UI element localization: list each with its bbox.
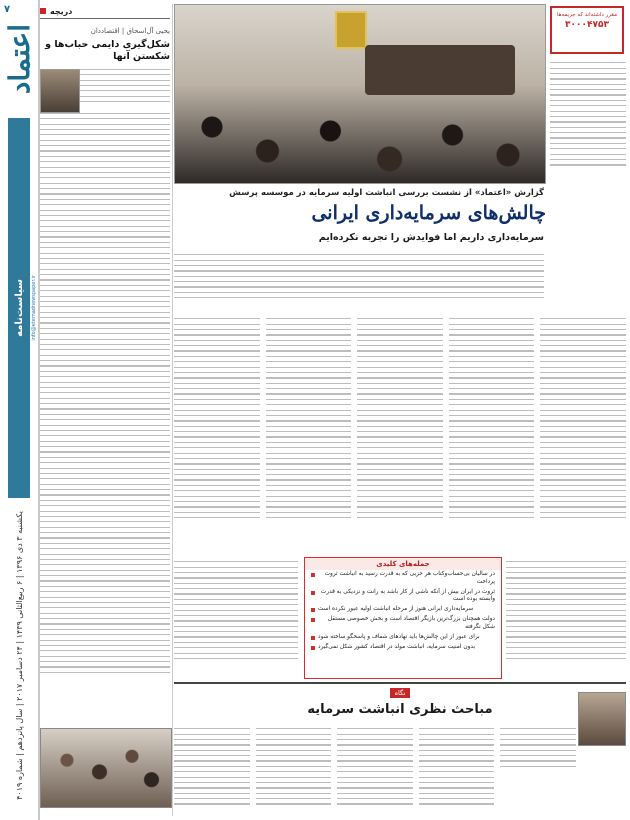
audience-photo [40, 728, 172, 808]
bottom-article-body [174, 724, 626, 818]
left-article-title: شکل‌گیری دایمی حباب‌ها و شکستن آنها [45, 39, 170, 62]
left-column [40, 4, 170, 816]
article-body [174, 314, 626, 554]
key-point: برای عبور از این چالش‌ها باید نهادهای شفاف و پاسخگو ساخته شود [305, 633, 501, 643]
institute-logo-icon [335, 11, 367, 49]
body-column [449, 314, 535, 554]
body-column [266, 314, 352, 554]
body-column [174, 314, 260, 554]
key-points-box [304, 557, 502, 679]
bullet-icon [311, 608, 315, 612]
left-section-header [40, 4, 170, 19]
logo-text: اعتماد [2, 23, 36, 95]
key-points-header [305, 558, 501, 570]
bullet-icon [311, 646, 315, 650]
date-line [11, 500, 27, 810]
key-point: دولت همچنان بزرگ‌ترین بازیگر اقتصاد است و بخش خصوصی مستقل شکل نگرفته [305, 615, 501, 633]
right-column-text [550, 58, 626, 178]
bottom-article-title[interactable]: مباحث نظری انباشت سرمایه [307, 702, 493, 717]
left-article-body-cont [40, 113, 170, 673]
bullet-icon [311, 618, 315, 622]
ad-phone-number: ۳۰۰۰۴۷۵۳ [565, 20, 609, 30]
ad-line-1: مقرر داشته‌اند که جریمه‌ها [556, 12, 618, 18]
site-email [30, 118, 38, 498]
newspaper-logo [3, 4, 35, 114]
top-right-column [548, 4, 626, 182]
body-column-lower [506, 557, 626, 677]
date-line-text: یکشنبه ۳ دی ۱۳۹۶ | ۶ ربیع‌الثانی ۱۴۳۹ | ۲۴ دسامبر ۲۰۱۷ | سال پانزدهم | شماره ۴۰۱۹ [14, 510, 24, 800]
article-kicker: گزارش «اعتماد» از نشست بررسی انباشت اولیه سرمایه در موسسه پرسش [229, 188, 544, 198]
key-point: سرمایه‌داری ایرانی هنوز از مرحله انباشت اولیه عبور نکرده است [305, 605, 501, 615]
left-section-label: دریچه [50, 6, 73, 16]
bottom-article-header [174, 688, 626, 698]
bullet-icon [311, 591, 315, 595]
site-email-text: info@etemadnewspaper.ir [31, 275, 37, 341]
main-area [174, 4, 626, 816]
section-square-icon [40, 8, 46, 14]
page-number: ۷ [4, 4, 11, 15]
key-points-title: جمله‌های کلیدی [376, 560, 430, 568]
article-headline[interactable]: چالش‌های سرمایه‌داری ایرانی [311, 202, 546, 224]
bullet-icon [311, 573, 315, 577]
bottom-article-tag: نگاه [390, 688, 411, 698]
ad-box[interactable] [550, 6, 624, 54]
body-column [540, 314, 626, 554]
column-divider [172, 4, 173, 816]
body-column-lower [174, 557, 298, 677]
author-kicker: یحیی آل‌اسحاق | اقتصاددان [90, 27, 170, 35]
hero-photo [174, 4, 546, 184]
bullet-icon [311, 636, 315, 640]
masthead [0, 0, 40, 820]
key-point: در سالیان بی‌حساب‌وکتاب هر حزبی که به قدرت رسید به انباشت ثروت پرداخت [305, 570, 501, 588]
body-column [357, 314, 443, 554]
author-photo [40, 69, 80, 113]
panel-stage [365, 45, 515, 95]
key-point: ثروت در ایران بیش از آنکه ناشی از کار باشد به رانت و نزدیکی به قدرت وابسته بوده است [305, 588, 501, 606]
key-point: بدون امنیت سرمایه، انباشت مولد در اقتصاد کشور شکل نمی‌گیرد [305, 643, 501, 653]
bottom-article [174, 682, 626, 818]
audience-heads [175, 103, 545, 183]
article-lead [174, 250, 544, 308]
section-band [8, 118, 30, 498]
article-subhead: سرمایه‌داری داریم اما فوایدش را تجربه نکرده‌ایم [318, 232, 544, 243]
section-band-label: سیاست‌نامه [13, 279, 25, 337]
